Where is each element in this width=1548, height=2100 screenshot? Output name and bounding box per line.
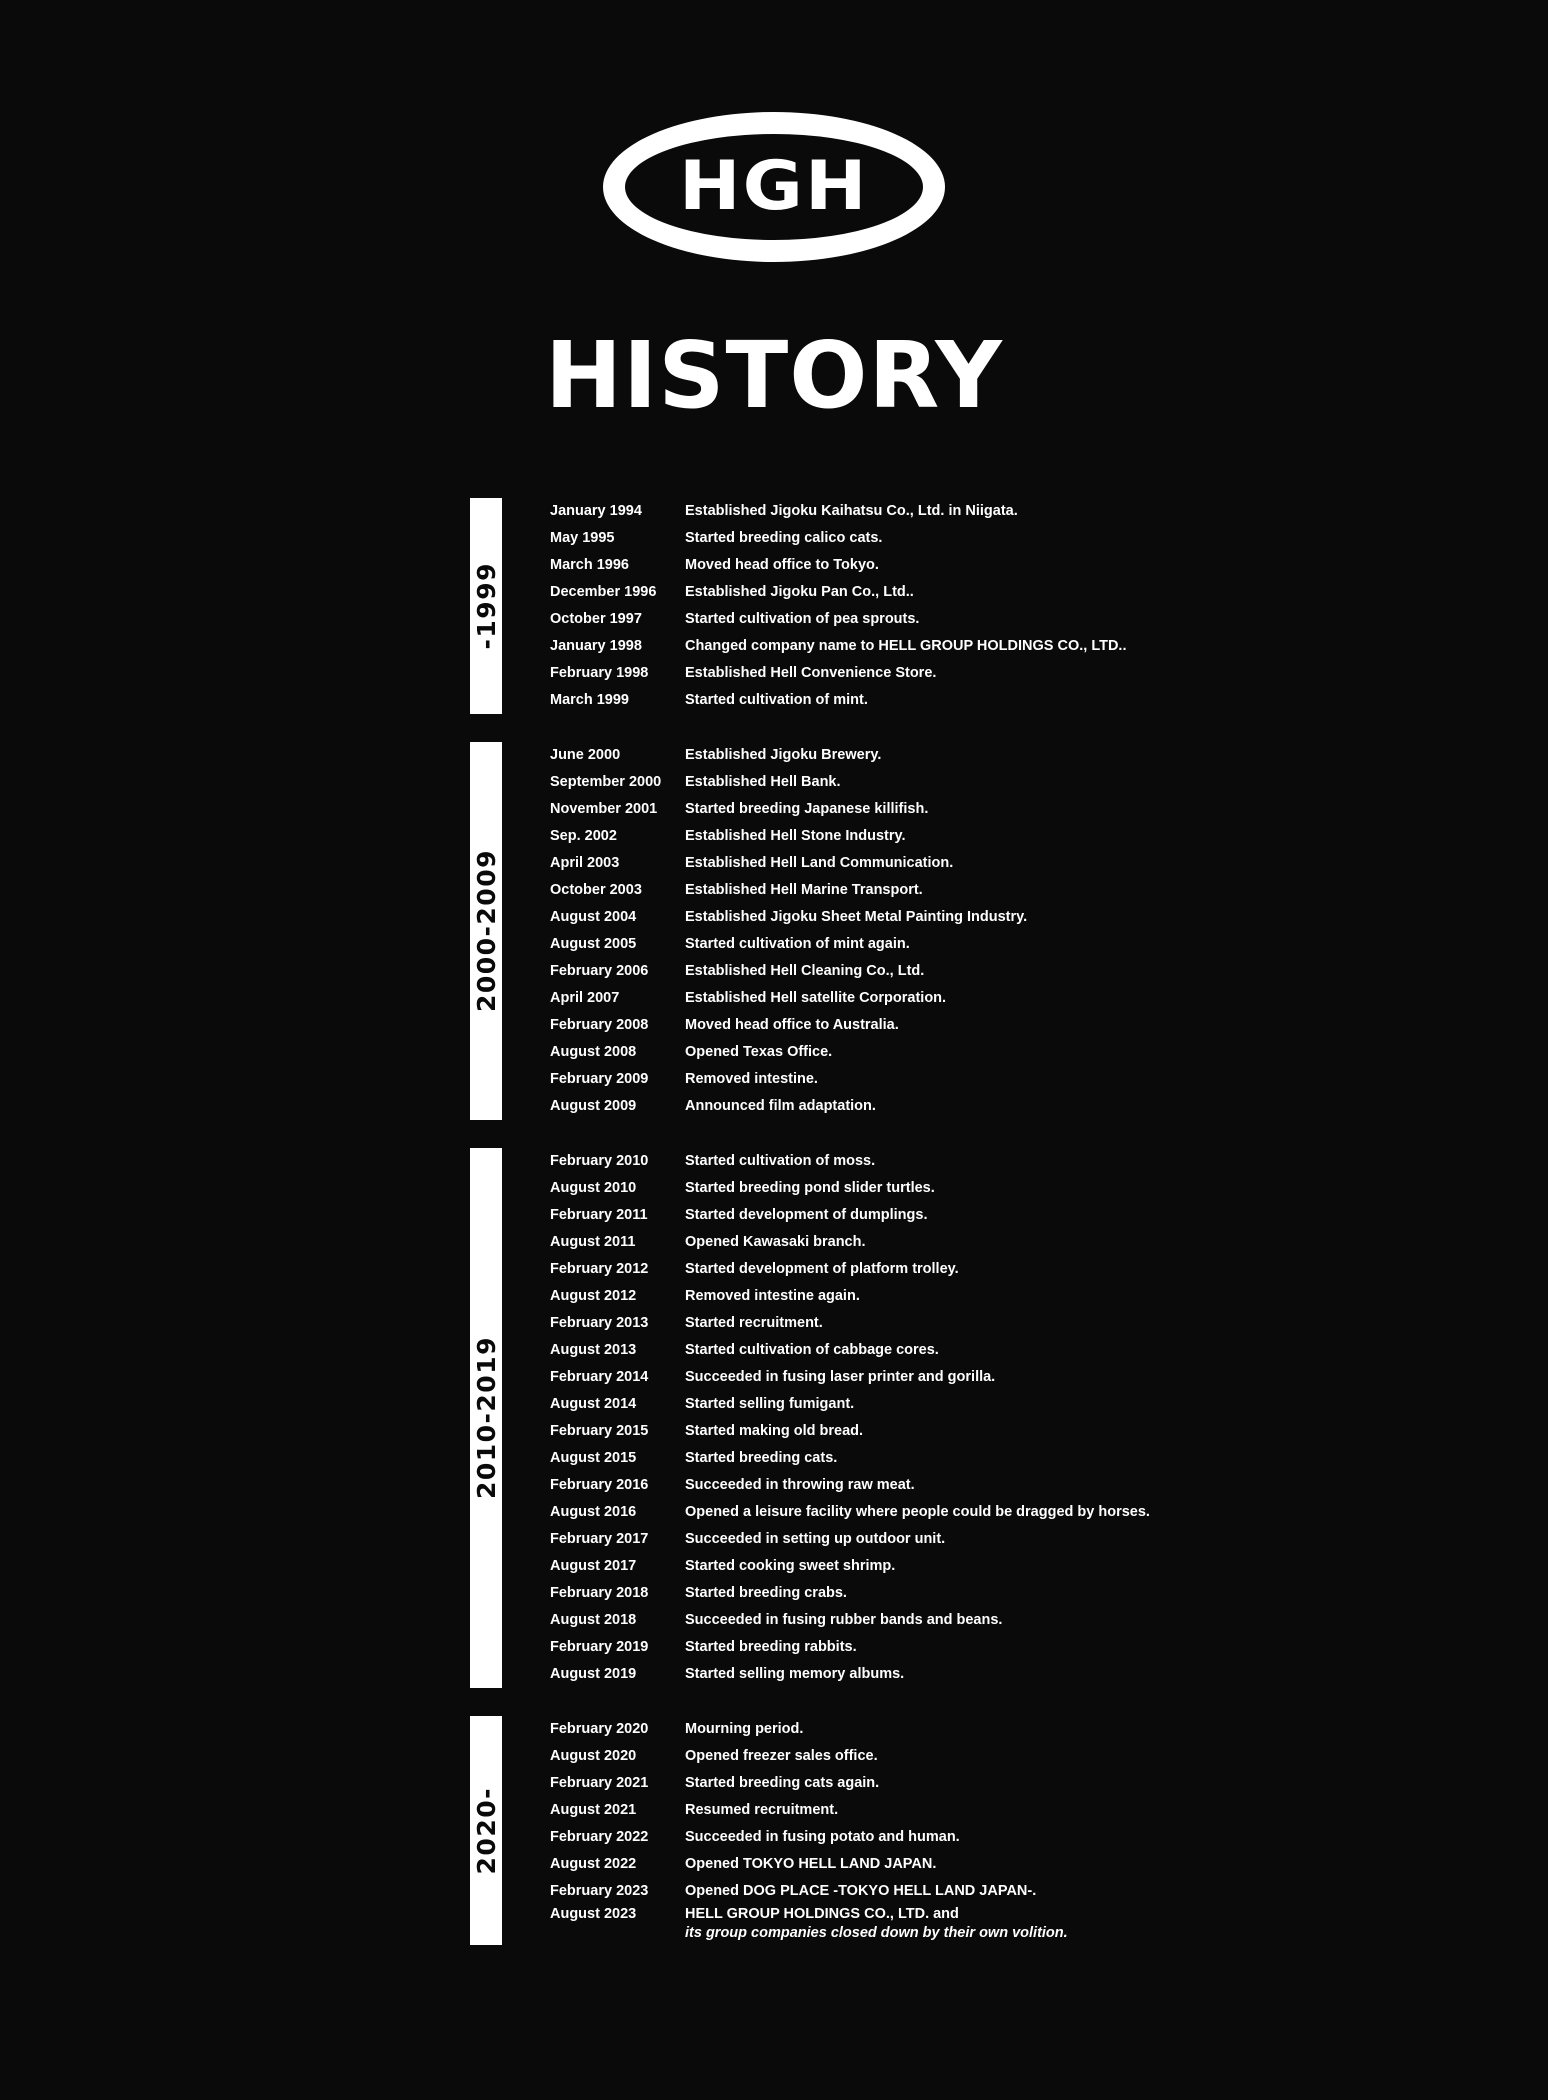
- timeline-event: Announced film adaptation.: [685, 1098, 876, 1114]
- timeline-event: Established Hell Stone Industry.: [685, 828, 906, 844]
- timeline-date: November 2001: [550, 801, 658, 817]
- timeline-row: [550, 1202, 1430, 1229]
- timeline-date: February 2020: [550, 1721, 649, 1737]
- timeline-date: May 1995: [550, 530, 615, 546]
- timeline-date: March 1996: [550, 557, 629, 573]
- timeline-row: [550, 1607, 1430, 1634]
- timeline-event: [685, 1905, 1068, 1943]
- timeline-row: [550, 931, 1430, 958]
- timeline-event: Removed intestine again.: [685, 1288, 860, 1304]
- timeline-event: Started cultivation of mint.: [685, 692, 868, 708]
- timeline-date: February 2022: [550, 1829, 649, 1845]
- timeline-event: Started breeding pond slider turtles.: [685, 1180, 935, 1196]
- timeline-row: [550, 796, 1430, 823]
- timeline-date: August 2011: [550, 1234, 636, 1250]
- timeline-date: August 2009: [550, 1098, 637, 1114]
- timeline-date: August 2019: [550, 1666, 637, 1682]
- timeline-row: [550, 687, 1430, 714]
- timeline-row: [550, 1851, 1430, 1878]
- timeline-date: August 2016: [550, 1504, 637, 1520]
- timeline-row: [550, 1039, 1430, 1066]
- timeline-row: [550, 1364, 1430, 1391]
- era-rows: [550, 1716, 1430, 1945]
- timeline-row: [550, 1661, 1430, 1688]
- timeline-date: February 2018: [550, 1585, 649, 1601]
- timeline-row: [550, 1743, 1430, 1770]
- timeline-event: Removed intestine.: [685, 1071, 818, 1087]
- timeline-row: [550, 498, 1430, 525]
- timeline-row: [550, 1066, 1430, 1093]
- era-group: [470, 742, 1430, 1120]
- timeline-event: Started selling fumigant.: [685, 1396, 855, 1412]
- timeline-row: [550, 769, 1430, 796]
- timeline-date: February 1998: [550, 665, 649, 681]
- timeline-date: April 2003: [550, 855, 620, 871]
- timeline-date: February 2023: [550, 1883, 649, 1899]
- timeline-row: [550, 1824, 1430, 1851]
- era-group: [470, 498, 1430, 714]
- timeline-row: [550, 552, 1430, 579]
- timeline-event: Started making old bread.: [685, 1423, 864, 1439]
- timeline-event-line: its group companies closed down by their own volition.: [685, 1925, 1068, 1941]
- timeline-date: February 2021: [550, 1775, 649, 1791]
- timeline-date: August 2004: [550, 909, 637, 925]
- era-label-bar: [470, 1148, 502, 1688]
- timeline-date: February 2009: [550, 1071, 649, 1087]
- timeline-date: April 2007: [550, 990, 620, 1006]
- era-label: 2010-2019: [471, 1336, 501, 1500]
- era-group: [470, 1148, 1430, 1688]
- timeline-row: [550, 1634, 1430, 1661]
- timeline-row: [550, 1878, 1430, 1905]
- era-group: [470, 1716, 1430, 1945]
- timeline-row: [550, 1797, 1430, 1824]
- timeline-date: January 1998: [550, 638, 642, 654]
- timeline-event: Started cultivation of moss.: [685, 1153, 876, 1169]
- timeline-row: [550, 1148, 1430, 1175]
- timeline-event: Opened Texas Office.: [685, 1044, 833, 1060]
- timeline-date: August 2014: [550, 1396, 637, 1412]
- timeline-date: August 2021: [550, 1802, 637, 1818]
- timeline-date: February 2014: [550, 1369, 649, 1385]
- era-rows: [550, 1148, 1430, 1688]
- era-rows: [550, 498, 1430, 714]
- timeline-date: September 2000: [550, 774, 662, 790]
- timeline-event: Moved head office to Australia.: [685, 1017, 899, 1033]
- timeline-event: Established Hell Land Communication.: [685, 855, 954, 871]
- timeline-date: August 2013: [550, 1342, 637, 1358]
- timeline-event: Started breeding cats again.: [685, 1775, 880, 1791]
- timeline-event: Started cooking sweet shrimp.: [685, 1558, 896, 1574]
- timeline-row: [550, 579, 1430, 606]
- timeline-row: [550, 1012, 1430, 1039]
- timeline-row: [550, 1499, 1430, 1526]
- timeline-date: February 2010: [550, 1153, 649, 1169]
- timeline-event: Established Hell Cleaning Co., Ltd.: [685, 963, 925, 979]
- timeline-event: Opened TOKYO HELL LAND JAPAN.: [685, 1856, 937, 1872]
- timeline-date: August 2022: [550, 1856, 637, 1872]
- timeline-date: August 2010: [550, 1180, 637, 1196]
- timeline-event: Succeeded in fusing laser printer and gorilla.: [685, 1369, 996, 1385]
- timeline-event: Started cultivation of pea sprouts.: [685, 611, 920, 627]
- timeline-date: August 2008: [550, 1044, 637, 1060]
- timeline-date: February 2015: [550, 1423, 649, 1439]
- timeline-date: Sep. 2002: [550, 828, 617, 844]
- timeline-event: Started development of dumplings.: [685, 1207, 928, 1223]
- timeline-date: August 2020: [550, 1748, 637, 1764]
- timeline-row: [550, 1256, 1430, 1283]
- timeline-event: Established Jigoku Sheet Metal Painting Industry.: [685, 909, 1028, 925]
- timeline-date: October 1997: [550, 611, 642, 627]
- timeline-row: [550, 1526, 1430, 1553]
- timeline-row: [550, 1093, 1430, 1120]
- timeline-event: Established Jigoku Pan Co., Ltd..: [685, 584, 914, 600]
- timeline-row: [550, 525, 1430, 552]
- timeline-event: Established Hell Convenience Store.: [685, 665, 937, 681]
- timeline-row: [550, 877, 1430, 904]
- timeline-event: Succeeded in fusing potato and human.: [685, 1829, 960, 1845]
- timeline-row: [550, 1175, 1430, 1202]
- timeline-row: [550, 904, 1430, 931]
- timeline-date: December 1996: [550, 584, 657, 600]
- era-label-bar: [470, 742, 502, 1120]
- timeline-row: [550, 1310, 1430, 1337]
- era-label-bar: [470, 498, 502, 714]
- timeline-event: Started breeding calico cats.: [685, 530, 883, 546]
- page-title: HISTORY: [545, 322, 1003, 429]
- timeline-event: Mourning period.: [685, 1721, 804, 1737]
- timeline-event-line: HELL GROUP HOLDINGS CO., LTD. and: [685, 1906, 959, 1922]
- timeline-date: October 2003: [550, 882, 642, 898]
- timeline-event: Started breeding cats.: [685, 1450, 838, 1466]
- timeline-event: Resumed recruitment.: [685, 1802, 839, 1818]
- timeline-row: [550, 1905, 1430, 1945]
- timeline-date: August 2023: [550, 1906, 637, 1922]
- timeline-date: August 2012: [550, 1288, 637, 1304]
- timeline-event: Established Hell Marine Transport.: [685, 882, 923, 898]
- timeline-event: Started recruitment.: [685, 1315, 823, 1331]
- timeline-row: [550, 742, 1430, 769]
- timeline-date: June 2000: [550, 747, 621, 763]
- timeline-event: Opened freezer sales office.: [685, 1748, 878, 1764]
- timeline-row: [550, 660, 1430, 687]
- timeline-event: Succeeded in throwing raw meat.: [685, 1477, 915, 1493]
- company-logo: [0, 112, 1548, 262]
- era-rows: [550, 742, 1430, 1120]
- timeline-row: [550, 1283, 1430, 1310]
- timeline-row: [550, 1391, 1430, 1418]
- timeline-date: January 1994: [550, 503, 642, 519]
- timeline-date: March 1999: [550, 692, 629, 708]
- timeline-event: Started selling memory albums.: [685, 1666, 905, 1682]
- timeline-event: Started cultivation of cabbage cores.: [685, 1342, 939, 1358]
- timeline-row: [550, 958, 1430, 985]
- timeline-event: Started cultivation of mint again.: [685, 936, 910, 952]
- timeline-event: Established Jigoku Brewery.: [685, 747, 882, 763]
- timeline-row: [550, 1553, 1430, 1580]
- timeline-event: Succeeded in fusing rubber bands and beans.: [685, 1612, 1003, 1628]
- timeline-event: Started breeding Japanese killifish.: [685, 801, 929, 817]
- era-label-bar: [470, 1716, 502, 1945]
- timeline-row: [550, 823, 1430, 850]
- timeline-date: February 2008: [550, 1017, 649, 1033]
- timeline-date: August 2017: [550, 1558, 637, 1574]
- era-label: 2020-: [471, 1786, 501, 1875]
- timeline-event: Moved head office to Tokyo.: [685, 557, 879, 573]
- era-label: -1999: [471, 562, 501, 650]
- timeline-event: Established Jigoku Kaihatsu Co., Ltd. in Niigata.: [685, 503, 1018, 519]
- timeline-event: Succeeded in setting up outdoor unit.: [685, 1531, 946, 1547]
- timeline-date: February 2017: [550, 1531, 649, 1547]
- timeline-date: August 2005: [550, 936, 637, 952]
- timeline-row: [550, 633, 1430, 660]
- timeline-date: February 2013: [550, 1315, 649, 1331]
- timeline-date: February 2006: [550, 963, 649, 979]
- timeline-row: [550, 850, 1430, 877]
- timeline-event: Opened a leisure facility where people could be dragged by horses.: [685, 1504, 1150, 1520]
- timeline-row: [550, 1472, 1430, 1499]
- timeline-event: Started breeding crabs.: [685, 1585, 847, 1601]
- timeline-row: [550, 1770, 1430, 1797]
- timeline-row: [550, 1337, 1430, 1364]
- timeline-event: Opened Kawasaki branch.: [685, 1234, 866, 1250]
- timeline-row: [550, 606, 1430, 633]
- timeline-date: February 2019: [550, 1639, 649, 1655]
- timeline-event: Established Hell satellite Corporation.: [685, 990, 947, 1006]
- timeline-date: February 2011: [550, 1207, 648, 1223]
- timeline-date: February 2016: [550, 1477, 649, 1493]
- timeline-date: August 2018: [550, 1612, 637, 1628]
- timeline-date: February 2012: [550, 1261, 649, 1277]
- timeline-row: [550, 985, 1430, 1012]
- timeline-event: Started breeding rabbits.: [685, 1639, 857, 1655]
- timeline-event: Started development of platform trolley.: [685, 1261, 959, 1277]
- timeline-event: Changed company name to HELL GROUP HOLDINGS CO., LTD..: [685, 638, 1127, 654]
- timeline-row: [550, 1580, 1430, 1607]
- logo-text: HGH: [679, 147, 869, 226]
- logo-oval-shape: [603, 112, 945, 262]
- history-timeline: [470, 498, 1430, 1973]
- timeline-event: Established Hell Bank.: [685, 774, 841, 790]
- timeline-row: [550, 1716, 1430, 1743]
- timeline-date: August 2015: [550, 1450, 637, 1466]
- timeline-event: Opened DOG PLACE -TOKYO HELL LAND JAPAN-.: [685, 1883, 1037, 1899]
- timeline-row: [550, 1418, 1430, 1445]
- era-label: 2000-2009: [471, 849, 501, 1013]
- timeline-row: [550, 1229, 1430, 1256]
- timeline-row: [550, 1445, 1430, 1472]
